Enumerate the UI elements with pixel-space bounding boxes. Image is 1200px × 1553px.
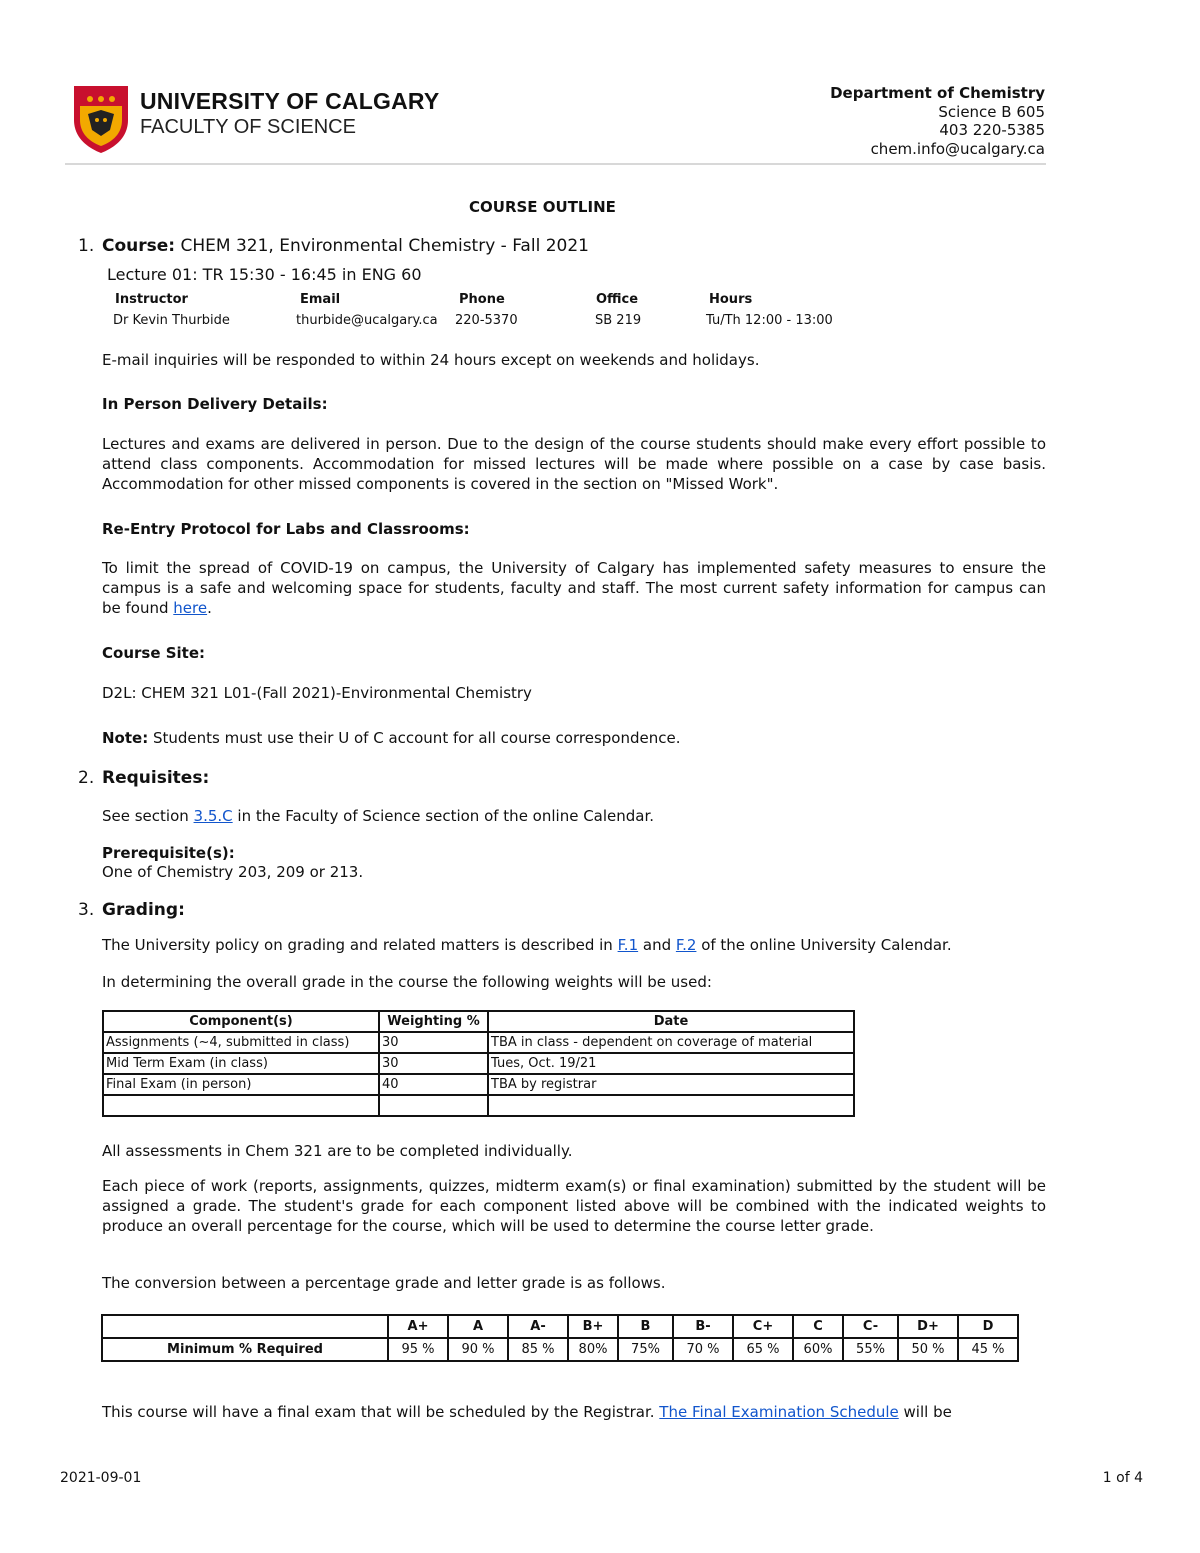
requisites-suffix: in the Faculty of Science section of the online Calendar. (232, 807, 655, 825)
requisites-heading: Requisites: (102, 768, 210, 788)
policy-prefix: The University policy on grading and related matters is described in (102, 936, 618, 954)
table-row (103, 1053, 854, 1074)
component-weight: 30 (379, 1032, 488, 1053)
university-name: UNIVERSITY OF CALGARY (140, 88, 440, 114)
note-line (102, 728, 680, 748)
component-date: TBA in class - dependent on coverage of material (488, 1032, 854, 1053)
policy-suffix: of the online University Calendar. (696, 936, 952, 954)
instructor-phone: 220-5370 (455, 313, 518, 328)
component-date (488, 1095, 854, 1116)
instructor-header-phone: Phone (459, 292, 505, 307)
component-name: Assignments (~4, submitted in class) (103, 1032, 379, 1053)
component-date: TBA by registrar (488, 1074, 854, 1095)
component-date: Tues, Oct. 19/21 (488, 1053, 854, 1074)
course-site-heading: Course Site: (102, 644, 206, 662)
grade-minimum: 70 % (673, 1338, 733, 1361)
final-exam-suffix: will be (898, 1403, 952, 1421)
final-exam-schedule-link[interactable]: The Final Examination Schedule (659, 1403, 899, 1421)
final-exam-line (102, 1402, 952, 1422)
instructor-header-hours: Hours (709, 292, 753, 307)
policy-and: and (638, 936, 676, 954)
delivery-text: Lectures and exams are delivered in person. Due to the design of the course students should make every effort possible to attend class components. Accommodation for missed lectures will be made where possible on a case by case basis. Accommodation for other missed components is covered in the section on "Missed Work". (102, 435, 1046, 493)
table-header-component: Component(s) (103, 1011, 379, 1032)
grade-minimum: 45 % (958, 1338, 1018, 1361)
component-name (103, 1095, 379, 1116)
prerequisite-text: One of Chemistry 203, 209 or 213. (102, 863, 364, 881)
grade-letter: B- (673, 1315, 733, 1338)
header-divider (65, 163, 1046, 165)
grade-letter: D+ (898, 1315, 958, 1338)
calendar-f1-link[interactable]: F.1 (617, 936, 639, 954)
grade-minimum: 60% (793, 1338, 843, 1361)
department-email: chem.info@ucalgary.ca (870, 139, 1045, 158)
grade-minimum: 85 % (508, 1338, 568, 1361)
each-piece-text: Each piece of work (reports, assignments, quizzes, midterm exam(s) or final examination) submitted by the student will be assigned a grade. The student's grade for each component listed above will be combined with the indicated weights to produce an overall percentage for the course, which will be used to determine the course letter grade. (102, 1177, 1046, 1235)
instructor-header-email: Email (300, 292, 341, 307)
reentry-heading: Re-Entry Protocol for Labs and Classrooms: (102, 520, 470, 538)
calendar-section-link[interactable]: 3.5.C (193, 807, 233, 825)
instructor-hours: Tu/Th 12:00 - 13:00 (706, 313, 833, 328)
grade-minimum: 80% (568, 1338, 618, 1361)
grade-minimum: 90 % (448, 1338, 508, 1361)
reentry-paragraph: To limit the spread of COVID-19 on campus, the University of Calgary has implemented safety measures to ensure the campus is a safe and welcoming space for students, faculty and staff. The most current safety information for campus can be found here. (102, 559, 1046, 617)
email-note: E-mail inquiries will be responded to within 24 hours except on weekends and holidays. (102, 351, 760, 369)
department-name: Department of Chemistry (830, 84, 1045, 102)
instructor-email: thurbide@ucalgary.ca (296, 313, 438, 328)
grade-letter: A (448, 1315, 508, 1338)
instructor-office: SB 219 (595, 313, 642, 328)
minimum-required-label: Minimum % Required (102, 1338, 388, 1361)
reentry-text: To limit the spread of COVID-19 on campus, the University of Calgary has implemented safety measures to ensure the campus is a safe and welcoming space for students, faculty and staff. The most current safety information for campus can be found (102, 559, 1046, 617)
department-phone: 403 220-5385 (939, 121, 1045, 139)
conversion-intro: The conversion between a percentage grade and letter grade is as follows. (102, 1274, 666, 1292)
table-header-row (103, 1011, 854, 1032)
grade-letter: D (958, 1315, 1018, 1338)
department-room: Science B 605 (938, 102, 1045, 121)
page-title: COURSE OUTLINE (469, 198, 616, 216)
instructor-name: Dr Kevin Thurbide (113, 313, 230, 328)
component-weight: 30 (379, 1053, 488, 1074)
grade-letter: B+ (568, 1315, 618, 1338)
university-crest-logo (72, 84, 130, 154)
course-value: CHEM 321, Environmental Chemistry - Fall 2021 (175, 236, 589, 256)
table-row (103, 1074, 854, 1095)
section-number-3: 3. (78, 900, 95, 920)
course-line (102, 236, 589, 256)
grade-letter: C (793, 1315, 843, 1338)
final-exam-prefix: This course will have a final exam that will be scheduled by the Registrar. (102, 1403, 660, 1421)
grade-minimum: 75% (618, 1338, 673, 1361)
grade-minimum: 65 % (733, 1338, 793, 1361)
grade-letter: A- (508, 1315, 568, 1338)
course-label: Course: (102, 236, 176, 256)
grade-letter: B (618, 1315, 673, 1338)
grade-minimum-row (102, 1338, 1018, 1361)
note-text: Students must use their U of C account for all course correspondence. (148, 729, 681, 747)
delivery-heading: In Person Delivery Details: (102, 395, 328, 413)
grade-minimum: 50 % (898, 1338, 958, 1361)
grade-minimum: 95 % (388, 1338, 448, 1361)
section-number-1: 1. (78, 236, 95, 256)
requisites-prefix: See section (102, 807, 194, 825)
grading-policy-line (102, 935, 952, 955)
department-contact (830, 84, 1045, 158)
table-header-weighting: Weighting % (379, 1011, 488, 1032)
requisites-line (102, 806, 654, 826)
grade-letter: A+ (388, 1315, 448, 1338)
prerequisite-heading: Prerequisite(s): (102, 844, 235, 862)
individual-note: All assessments in Chem 321 are to be completed individually. (102, 1142, 573, 1160)
grade-letter: C- (843, 1315, 898, 1338)
grading-heading: Grading: (102, 900, 185, 920)
table-row-empty (103, 1095, 854, 1116)
letter-grade-table (101, 1314, 1019, 1362)
footer-date: 2021-09-01 (60, 1470, 142, 1486)
footer-page-number: 1 of 4 (1102, 1470, 1143, 1486)
grade-components-table (102, 1010, 855, 1117)
component-weight: 40 (379, 1074, 488, 1095)
faculty-name: FACULTY OF SCIENCE (140, 116, 356, 138)
safety-info-link[interactable]: here (173, 599, 208, 617)
lecture-line: Lecture 01: TR 15:30 - 16:45 in ENG 60 (107, 265, 422, 284)
table-row (103, 1032, 854, 1053)
section-number-2: 2. (78, 768, 95, 788)
weights-intro: In determining the overall grade in the course the following weights will be used: (102, 973, 712, 991)
grade-letter: C+ (733, 1315, 793, 1338)
grade-minimum: 55% (843, 1338, 898, 1361)
component-weight (379, 1095, 488, 1116)
component-name: Final Exam (in person) (103, 1074, 379, 1095)
component-name: Mid Term Exam (in class) (103, 1053, 379, 1074)
note-label: Note: (102, 729, 149, 747)
grade-letter-row (102, 1315, 1018, 1338)
course-site-text: D2L: CHEM 321 L01-(Fall 2021)-Environmental Chemistry (102, 684, 532, 702)
instructor-header-office: Office (596, 292, 639, 307)
table-header-date: Date (488, 1011, 854, 1032)
calendar-f2-link[interactable]: F.2 (675, 936, 697, 954)
instructor-header-name: Instructor (115, 292, 188, 307)
grade-corner-cell (102, 1315, 388, 1338)
